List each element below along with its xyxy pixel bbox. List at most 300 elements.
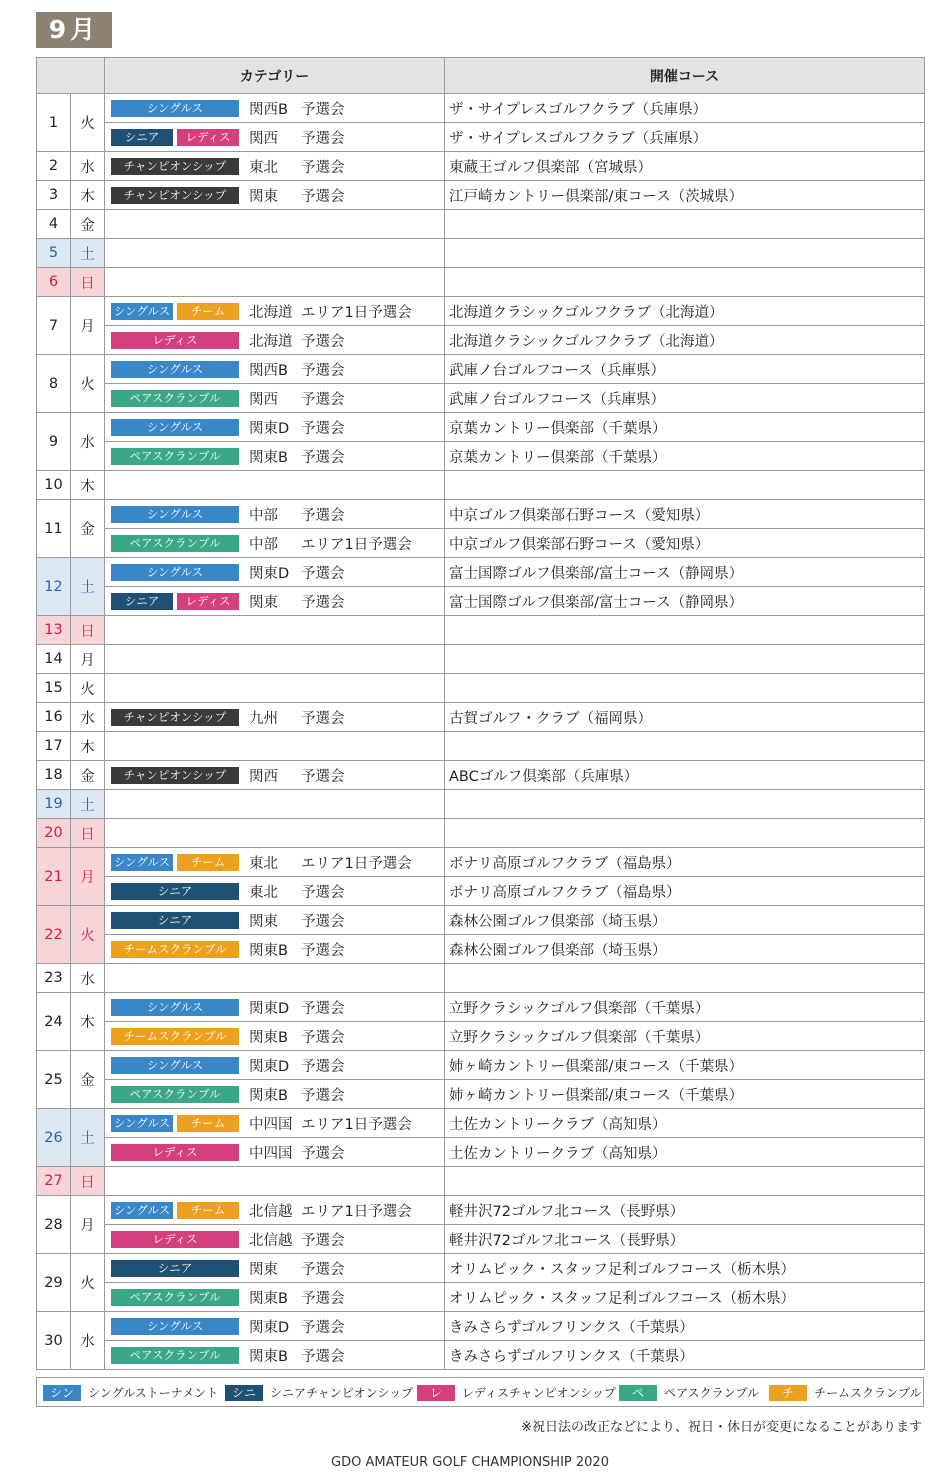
table-row [37, 326, 925, 355]
course-cell [445, 268, 925, 297]
stage-label: 予選会 [301, 1290, 345, 1307]
stage-label: 予選会 [301, 1319, 345, 1336]
course-cell [445, 732, 925, 761]
category-badge: シングルス [111, 419, 239, 436]
region-label: 北海道 [249, 333, 293, 350]
category-cell [105, 1109, 445, 1138]
region-label: 中四国 [249, 1116, 293, 1133]
region-label: 北信越 [249, 1232, 293, 1249]
weekday: 火 [71, 906, 105, 964]
category-badge: チーム [177, 1202, 239, 1219]
legend-swatch: ペ [619, 1385, 657, 1401]
table-row [37, 761, 925, 790]
course-cell [445, 1196, 925, 1225]
table-row [37, 877, 925, 906]
day-number: 29 [37, 1254, 71, 1312]
category-cell [105, 384, 445, 413]
region-label: 関東B [249, 449, 288, 466]
course-cell [445, 1225, 925, 1254]
badge-group [111, 1028, 239, 1045]
table-row [37, 384, 925, 413]
day-number: 12 [37, 558, 71, 616]
stage-label: 予選会 [301, 1000, 345, 1017]
table-row [37, 964, 925, 993]
footer-title: GDO AMATEUR GOLF CHAMPIONSHIP 2020 [331, 1455, 609, 1470]
table-row [37, 732, 925, 761]
region-label: 関西 [249, 768, 278, 785]
region-label: 関東D [249, 420, 290, 437]
region-label: 北海道 [249, 304, 293, 321]
table-row [37, 935, 925, 964]
table-header-row [37, 58, 925, 94]
day-number: 9 [37, 413, 71, 471]
legend-label: ペアスクランブル [664, 1386, 760, 1400]
category-cell [105, 94, 445, 123]
category-badge: シニア [111, 129, 173, 146]
course-name: きみさらずゴルフリンクス（千葉県） [449, 1319, 694, 1336]
badge-group [111, 1260, 239, 1277]
category-cell [105, 906, 445, 935]
category-cell [105, 993, 445, 1022]
weekday: 日 [71, 268, 105, 297]
course-name: ABCゴルフ倶楽部（兵庫県） [449, 768, 639, 785]
course-name: ザ・サイプレスゴルフクラブ（兵庫県） [449, 101, 708, 118]
badge-group [111, 390, 239, 407]
course-cell [445, 1022, 925, 1051]
badge-group [111, 535, 239, 552]
category-cell [105, 442, 445, 471]
course-name: 土佐カントリークラブ（高知県） [449, 1145, 667, 1162]
course-name: きみさらずゴルフリンクス（千葉県） [449, 1348, 694, 1365]
region-label: 中部 [249, 536, 278, 553]
course-cell [445, 239, 925, 268]
category-badge: シングルス [111, 506, 239, 523]
category-badge: チーム [177, 1115, 239, 1132]
badge-group [111, 1202, 239, 1219]
weekday: 金 [71, 1051, 105, 1109]
month-title: 9月 [36, 12, 112, 48]
day-number: 3 [37, 181, 71, 210]
stage-label: 予選会 [301, 1348, 345, 1365]
course-cell [445, 442, 925, 471]
region-label: 東北 [249, 159, 278, 176]
weekday: 水 [71, 152, 105, 181]
day-number: 1 [37, 94, 71, 152]
badge-group [111, 1347, 239, 1364]
course-cell [445, 1109, 925, 1138]
course-cell [445, 1167, 925, 1196]
holiday-note: ※祝日法の改正などにより、祝日・休日が変更になることがあります [521, 1420, 922, 1435]
badge-group [111, 129, 239, 146]
weekday: 土 [71, 1109, 105, 1167]
badge-legend [36, 1377, 924, 1407]
day-number: 4 [37, 210, 71, 239]
course-name: 武庫ノ台ゴルフコース（兵庫県） [449, 362, 666, 379]
category-badge: シングルス [111, 100, 239, 117]
stage-label: 予選会 [301, 942, 345, 959]
course-cell [445, 848, 925, 877]
course-name: 北海道クラシックゴルフクラブ（北海道） [449, 304, 724, 321]
stage-label: 予選会 [301, 101, 345, 118]
region-label: 関東 [249, 188, 278, 205]
course-cell [445, 587, 925, 616]
course-name: ボナリ高原ゴルフクラブ（福島県） [449, 884, 681, 901]
day-number: 7 [37, 297, 71, 355]
legend-item [43, 1384, 218, 1401]
stage-label: 予選会 [301, 565, 345, 582]
table-row [37, 587, 925, 616]
stage-label: 予選会 [301, 507, 345, 524]
course-cell [445, 1138, 925, 1167]
weekday: 月 [71, 297, 105, 355]
table-row [37, 558, 925, 587]
stage-label: 予選会 [301, 710, 345, 727]
stage-label: 予選会 [301, 1058, 345, 1075]
stage-label: エリア1日予選会 [301, 855, 412, 872]
region-label: 関西B [249, 362, 288, 379]
table-row [37, 1138, 925, 1167]
badge-group [111, 767, 239, 784]
course-cell [445, 790, 925, 819]
badge-group [111, 1231, 239, 1248]
course-cell [445, 355, 925, 384]
course-cell [445, 616, 925, 645]
category-cell [105, 761, 445, 790]
course-cell [445, 1051, 925, 1080]
stage-label: 予選会 [301, 594, 345, 611]
table-row [37, 1225, 925, 1254]
badge-group [111, 1318, 239, 1335]
day-number: 24 [37, 993, 71, 1051]
stage-label: 予選会 [301, 362, 345, 379]
course-name: ザ・サイプレスゴルフクラブ（兵庫県） [449, 130, 708, 147]
table-row [37, 790, 925, 819]
category-cell [105, 326, 445, 355]
schedule-body [37, 94, 925, 1370]
weekday: 火 [71, 94, 105, 152]
weekday: 木 [71, 993, 105, 1051]
stage-label: エリア1日予選会 [301, 1116, 412, 1133]
table-row [37, 1341, 925, 1370]
table-row [37, 703, 925, 732]
category-badge: レディス [111, 332, 239, 349]
course-name: 北海道クラシックゴルフクラブ（北海道） [449, 333, 724, 350]
category-cell [105, 1138, 445, 1167]
category-cell [105, 152, 445, 181]
weekday: 水 [71, 413, 105, 471]
badge-group [111, 564, 239, 581]
category-badge: レディス [111, 1231, 239, 1248]
legend-label: レディスチャンピオンシップ [462, 1386, 616, 1400]
course-cell [445, 964, 925, 993]
weekday: 月 [71, 848, 105, 906]
stage-label: エリア1日予選会 [301, 536, 412, 553]
category-badge: チャンピオンシップ [111, 187, 239, 204]
weekday: 日 [71, 1167, 105, 1196]
course-cell [445, 935, 925, 964]
course-name: 京葉カントリー倶楽部（千葉県） [449, 449, 667, 466]
legend-swatch: チ [769, 1385, 807, 1401]
course-cell [445, 1080, 925, 1109]
weekday: 水 [71, 1312, 105, 1370]
legend-label: シングルストーナメント [88, 1386, 219, 1400]
badge-group [111, 361, 239, 378]
day-number: 10 [37, 471, 71, 500]
weekday: 金 [71, 500, 105, 558]
stage-label: 予選会 [301, 768, 345, 785]
region-label: 中四国 [249, 1145, 293, 1162]
region-label: 関西B [249, 101, 288, 118]
weekday: 土 [71, 790, 105, 819]
category-cell [105, 1283, 445, 1312]
course-cell [445, 993, 925, 1022]
category-badge: シングルス [111, 1115, 173, 1132]
course-name: 森林公園ゴルフ倶楽部（埼玉県） [449, 913, 667, 930]
category-cell [105, 935, 445, 964]
course-cell [445, 1254, 925, 1283]
weekday: 日 [71, 819, 105, 848]
stage-label: 予選会 [301, 449, 345, 466]
table-row [37, 123, 925, 152]
table-row [37, 616, 925, 645]
stage-label: 予選会 [301, 188, 345, 205]
weekday: 火 [71, 1254, 105, 1312]
course-name: オリムピック・スタッフ足利ゴルフコース（栃木県） [449, 1261, 795, 1278]
category-cell [105, 1080, 445, 1109]
course-name: 富士国際ゴルフ倶楽部/富士コース（静岡県） [449, 594, 744, 611]
table-row [37, 152, 925, 181]
region-label: 関東D [249, 1058, 290, 1075]
course-name: 軽井沢72ゴルフ北コース（長野県） [449, 1203, 685, 1220]
category-cell [105, 645, 445, 674]
category-cell [105, 819, 445, 848]
region-label: 関東B [249, 1290, 288, 1307]
category-badge: レディス [111, 1144, 239, 1161]
table-row [37, 181, 925, 210]
day-number: 22 [37, 906, 71, 964]
category-cell [105, 1051, 445, 1080]
badge-group [111, 999, 239, 1016]
course-cell [445, 645, 925, 674]
stage-label: 予選会 [301, 884, 345, 901]
table-row [37, 1254, 925, 1283]
day-number: 26 [37, 1109, 71, 1167]
weekday: 日 [71, 616, 105, 645]
weekday: 木 [71, 471, 105, 500]
category-badge: チームスクランブル [111, 1028, 239, 1045]
table-row [37, 819, 925, 848]
category-cell [105, 1167, 445, 1196]
table-row [37, 1196, 925, 1225]
legend-item [619, 1384, 759, 1401]
course-cell [445, 529, 925, 558]
category-cell [105, 471, 445, 500]
category-badge: レディス [177, 129, 239, 146]
header-course: 開催コース [445, 58, 925, 94]
course-cell [445, 94, 925, 123]
stage-label: 予選会 [301, 391, 345, 408]
day-number: 25 [37, 1051, 71, 1109]
stage-label: 予選会 [301, 159, 345, 176]
stage-label: エリア1日予選会 [301, 304, 412, 321]
category-cell [105, 355, 445, 384]
day-number: 30 [37, 1312, 71, 1370]
region-label: 北信越 [249, 1203, 293, 1220]
stage-label: 予選会 [301, 1261, 345, 1278]
course-name: オリムピック・スタッフ足利ゴルフコース（栃木県） [449, 1290, 795, 1307]
course-name: ボナリ高原ゴルフクラブ（福島県） [449, 855, 681, 872]
category-cell [105, 877, 445, 906]
region-label: 関東B [249, 1087, 288, 1104]
course-cell [445, 413, 925, 442]
badge-group [111, 1115, 239, 1132]
course-name: 土佐カントリークラブ（高知県） [449, 1116, 667, 1133]
category-cell [105, 500, 445, 529]
day-number: 6 [37, 268, 71, 297]
stage-label: 予選会 [301, 1145, 345, 1162]
region-label: 関東B [249, 1348, 288, 1365]
category-badge: シニア [111, 883, 239, 900]
stage-label: 予選会 [301, 420, 345, 437]
badge-group [111, 593, 239, 610]
region-label: 関東D [249, 1000, 290, 1017]
course-name: 立野クラシックゴルフ倶楽部（千葉県） [449, 1029, 710, 1046]
course-cell [445, 1341, 925, 1370]
legend-label: チームスクランブル [814, 1386, 922, 1400]
category-badge: ペアスクランブル [111, 1289, 239, 1306]
category-badge: ペアスクランブル [111, 448, 239, 465]
course-cell [445, 1283, 925, 1312]
category-badge: シングルス [111, 1057, 239, 1074]
category-cell [105, 239, 445, 268]
legend-swatch: シン [43, 1385, 81, 1401]
course-name: 軽井沢72ゴルフ北コース（長野県） [449, 1232, 685, 1249]
category-cell [105, 529, 445, 558]
day-number: 28 [37, 1196, 71, 1254]
course-cell [445, 123, 925, 152]
category-cell [105, 1196, 445, 1225]
badge-group [111, 100, 239, 117]
category-cell [105, 616, 445, 645]
weekday: 土 [71, 558, 105, 616]
course-cell [445, 384, 925, 413]
table-row [37, 529, 925, 558]
badge-group [111, 158, 239, 175]
category-badge: シニア [111, 1260, 239, 1277]
region-label: 関東B [249, 1029, 288, 1046]
course-cell [445, 210, 925, 239]
legend-label: シニアチャンピオンシップ [270, 1386, 414, 1400]
stage-label: 予選会 [301, 130, 345, 147]
category-cell [105, 1254, 445, 1283]
category-cell [105, 964, 445, 993]
table-row [37, 94, 925, 123]
course-name: 中京ゴルフ倶楽部石野コース（愛知県） [449, 507, 710, 524]
category-cell [105, 123, 445, 152]
category-cell [105, 790, 445, 819]
legend-item [225, 1384, 413, 1401]
category-cell [105, 732, 445, 761]
region-label: 関東D [249, 565, 290, 582]
category-cell [105, 1341, 445, 1370]
region-label: 東北 [249, 884, 278, 901]
region-label: 東北 [249, 855, 278, 872]
table-row [37, 239, 925, 268]
category-badge: ペアスクランブル [111, 535, 239, 552]
table-row [37, 1109, 925, 1138]
table-row [37, 906, 925, 935]
region-label: 九州 [249, 710, 278, 727]
stage-label: 予選会 [301, 913, 345, 930]
course-cell [445, 819, 925, 848]
badge-group [111, 187, 239, 204]
course-cell [445, 500, 925, 529]
weekday: 月 [71, 1196, 105, 1254]
stage-label: 予選会 [301, 1029, 345, 1046]
course-cell [445, 1312, 925, 1341]
day-number: 18 [37, 761, 71, 790]
course-cell [445, 558, 925, 587]
table-row [37, 210, 925, 239]
course-name: 姉ヶ崎カントリー倶楽部/東コース（千葉県） [449, 1087, 744, 1104]
table-row [37, 1022, 925, 1051]
legend-item [769, 1384, 922, 1401]
table-row [37, 268, 925, 297]
category-cell [105, 181, 445, 210]
day-number: 27 [37, 1167, 71, 1196]
weekday: 木 [71, 181, 105, 210]
region-label: 関東B [249, 942, 288, 959]
table-row [37, 1051, 925, 1080]
day-number: 2 [37, 152, 71, 181]
region-label: 関西 [249, 391, 278, 408]
table-row [37, 471, 925, 500]
weekday: 金 [71, 761, 105, 790]
day-number: 8 [37, 355, 71, 413]
category-cell [105, 558, 445, 587]
table-row [37, 297, 925, 326]
category-cell [105, 703, 445, 732]
category-badge: チーム [177, 854, 239, 871]
stage-label: 予選会 [301, 1087, 345, 1104]
table-row [37, 1080, 925, 1109]
day-number: 13 [37, 616, 71, 645]
category-badge: シニア [111, 593, 173, 610]
badge-group [111, 303, 239, 320]
weekday: 火 [71, 355, 105, 413]
badge-group [111, 912, 239, 929]
weekday: 水 [71, 703, 105, 732]
badge-group [111, 883, 239, 900]
table-row [37, 993, 925, 1022]
weekday: 木 [71, 732, 105, 761]
badge-group [111, 709, 239, 726]
table-row [37, 848, 925, 877]
badge-group [111, 1057, 239, 1074]
region-label: 関西 [249, 130, 278, 147]
course-cell [445, 326, 925, 355]
category-cell [105, 297, 445, 326]
region-label: 関東 [249, 594, 278, 611]
day-number: 21 [37, 848, 71, 906]
table-row [37, 355, 925, 384]
category-badge: シングルス [111, 854, 173, 871]
region-label: 関東 [249, 913, 278, 930]
weekday: 月 [71, 645, 105, 674]
day-number: 15 [37, 674, 71, 703]
course-cell [445, 181, 925, 210]
table-row [37, 500, 925, 529]
